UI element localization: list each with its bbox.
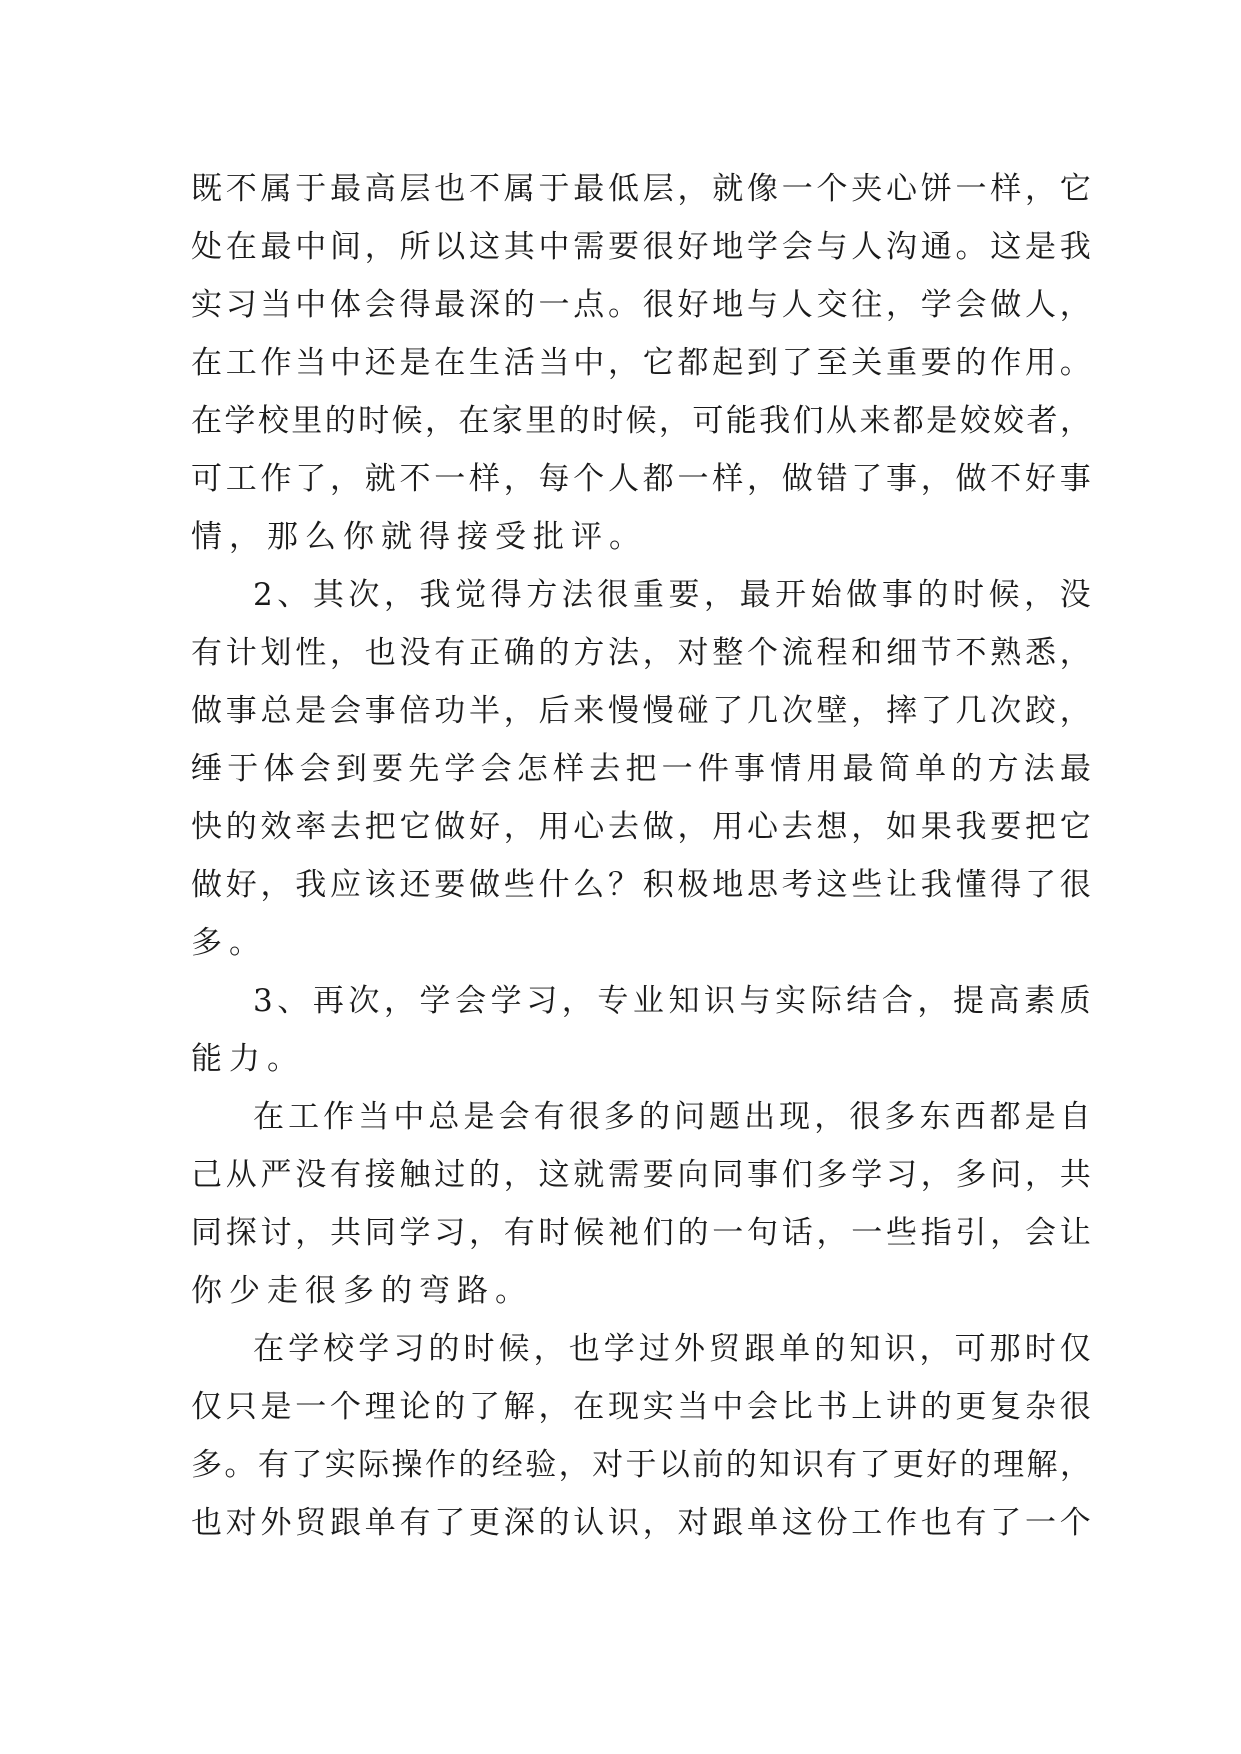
text-line: 也 对 外 贸 跟 单 有 了 更 深 的 认 识 ， 对 跟 单 这 份 工 作 也 有 了 一 个 [191, 1505, 1091, 1541]
text-line: 快 的 效 率 去 把 它 做 好 ， 用 心 去 做 ， 用 心 去 想 ， 如 果 我 要 把 它 [191, 809, 1091, 845]
text-line: 多。 [191, 925, 267, 961]
text-line: 2 、 其 次 ， 我 觉 得 方 法 很 重 要 ， 最 开 始 做 事 的 时 候 ， 没 [253, 577, 1091, 613]
text-line: 做 好 ， 我 应 该 还 要 做 些 什 么 ？ 积 极 地 思 考 这 些 让 我 懂 得 了 很 [191, 867, 1091, 903]
text-line: 能力。 [191, 1041, 305, 1077]
text-line: 仅 只 是 一 个 理 论 的 了 解 ， 在 现 实 当 中 会 比 书 上 讲 的 更 复 杂 很 [191, 1389, 1091, 1425]
text-line: 有 计 划 性 ， 也 没 有 正 确 的 方 法 ， 对 整 个 流 程 和 细 节 不 熟 悉 ， [191, 635, 1091, 671]
text-line: 情，那么你就得接受批评。 [191, 519, 647, 555]
text-line: 在 学 校 里 的 时 候 ， 在 家 里 的 时 候 ， 可 能 我 们 从 来 都 是 姣 姣 者 ， [191, 403, 1091, 439]
text-line: 在 学 校 学 习 的 时 候 ， 也 学 过 外 贸 跟 单 的 知 识 ， 可 那 时 仅 [253, 1331, 1091, 1367]
text-line: 3 、 再 次 ， 学 会 学 习 ， 专 业 知 识 与 实 际 结 合 ， 提 高 素 质 [253, 983, 1091, 1019]
text-line: 你少走很多的弯路。 [191, 1273, 533, 1309]
text-line: 同 探 讨 ， 共 同 学 习 ， 有 时 候 衪 们 的 一 句 话 ， 一 些 指 引 ， 会 让 [191, 1215, 1091, 1251]
text-line: 实 习 当 中 体 会 得 最 深 的 一 点 。 很 好 地 与 人 交 往 ， 学 会 做 人 ， [191, 287, 1091, 323]
text-line: 既 不 属 于 最 高 层 也 不 属 于 最 低 层 ， 就 像 一 个 夹 心 饼 一 样 ， 它 [191, 171, 1091, 207]
text-line: 缍 于 体 会 到 要 先 学 会 怎 样 去 把 一 件 事 情 用 最 简 单 的 方 法 最 [191, 751, 1091, 787]
text-line: 处 在 最 中 间 ， 所 以 这 其 中 需 要 很 好 地 学 会 与 人 沟 通 。 这 是 我 [191, 229, 1091, 265]
text-line: 在 工 作 当 中 还 是 在 生 活 当 中 ， 它 都 起 到 了 至 关 重 要 的 作 用 。 [191, 345, 1091, 381]
text-line: 在 工 作 当 中 总 是 会 有 很 多 的 问 题 出 现 ， 很 多 东 西 都 是 自 [253, 1099, 1091, 1135]
text-line: 多 。 有 了 实 际 操 作 的 经 验 ， 对 于 以 前 的 知 识 有 了 更 好 的 理 解 ， [191, 1447, 1091, 1483]
text-line: 可 工 作 了 ， 就 不 一 样 ， 每 个 人 都 一 样 ， 做 错 了 事 ， 做 不 好 事 [191, 461, 1091, 497]
text-line: 己 从 严 没 有 接 触 过 的 ， 这 就 需 要 向 同 事 们 多 学 习 ， 多 问 ， 共 [191, 1157, 1091, 1193]
text-line: 做 事 总 是 会 事 倍 功 半 ， 后 来 慢 慢 碰 了 几 次 壁 ， 摔 了 几 次 跤 ， [191, 693, 1091, 729]
document-body [191, 160, 1091, 1552]
